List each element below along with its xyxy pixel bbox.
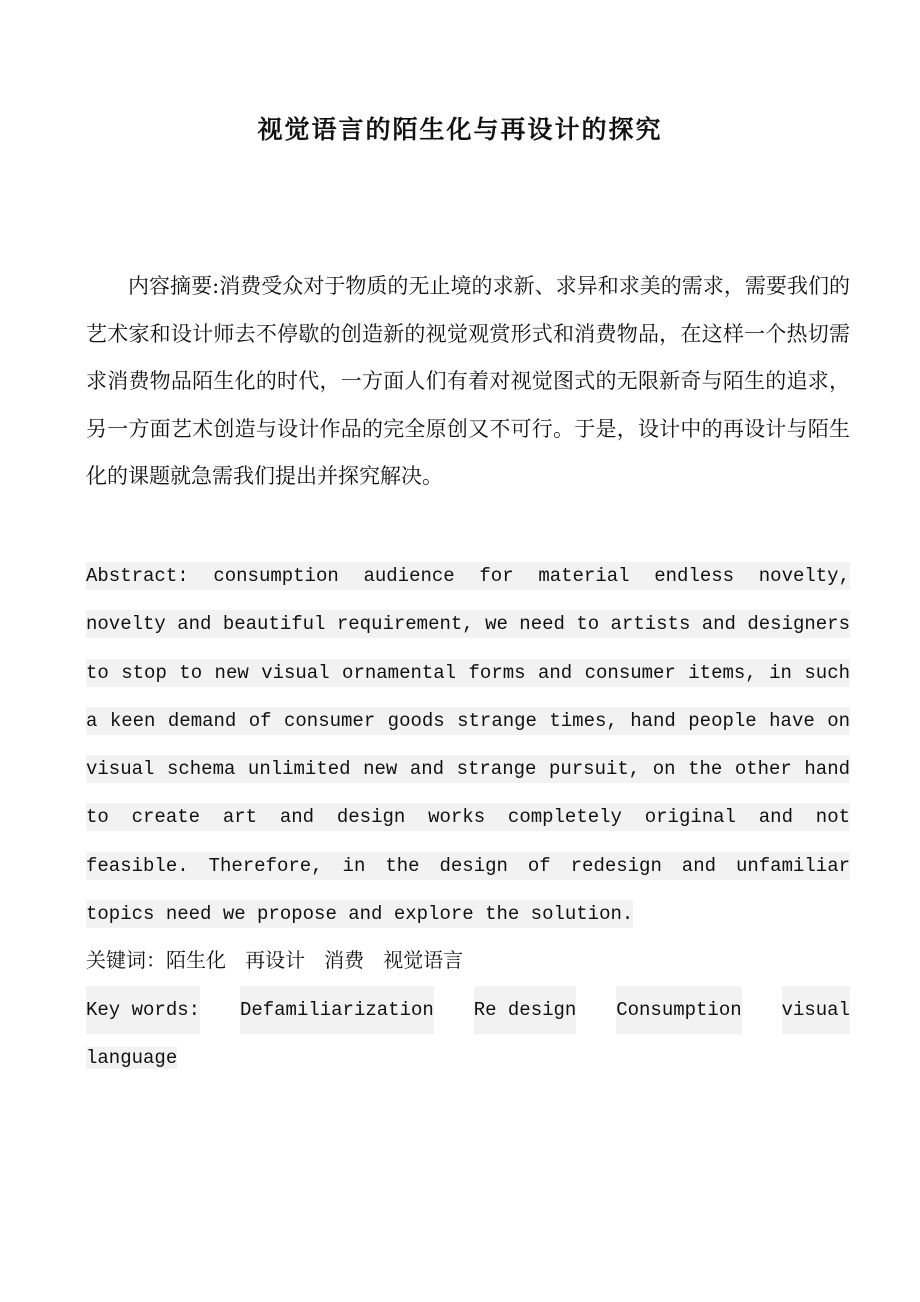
english-abstract (86, 552, 850, 938)
chinese-keyword: 视觉语言 (383, 948, 464, 972)
english-keywords-label: Key words: (86, 986, 200, 1034)
english-keyword: Re design (474, 986, 577, 1034)
chinese-keyword: 消费 (324, 948, 365, 972)
english-keyword: Defamiliarization (240, 986, 434, 1034)
paper-title: 视觉语言的陌生化与再设计的探究 (257, 115, 663, 144)
english-abstract-text: Abstract: consumption audience for material endless novelty, novelty and beautiful requirement, we need to artists and designers to stop to new visual ornamental forms and consumer items, in such a keen demand of consumer goods strange times, hand people have on visual schema unlimited new and strange pursuit, on the other hand to create art and design works completely original and not feasible. Therefore, in the design of redesign and unfamiliar topics need we propose and explore the solution. (86, 562, 850, 928)
english-keyword: visual (782, 986, 850, 1034)
chinese-abstract-text: 消费受众对于物质的无止境的求新、求异和求美的需求，需要我们的艺术家和设计师去不停歇的创造新的视觉观赏形式和消费物品，在这样一个热切需求消费物品陌生化的时代，一方面人们有着对视觉图式的无限新奇与陌生的追求，另一方面艺术创造与设计作品的完全原创又不可行。于是，设计中的再设计与陌生化的课题就急需我们提出并探究解决。 (86, 274, 850, 488)
chinese-keyword: 再设计 (245, 948, 306, 972)
chinese-keywords (86, 942, 850, 978)
english-keyword: Consumption (616, 986, 741, 1034)
chinese-keywords-label: 关键词： (86, 948, 166, 972)
chinese-keyword: 陌生化 (166, 948, 226, 972)
english-keywords-line (86, 986, 850, 1034)
english-keyword: language (86, 1047, 178, 1069)
chinese-abstract-label: 内容摘要: (128, 274, 220, 298)
english-keywords-line (86, 1034, 850, 1082)
english-keywords (86, 986, 850, 1082)
chinese-abstract (86, 263, 850, 501)
